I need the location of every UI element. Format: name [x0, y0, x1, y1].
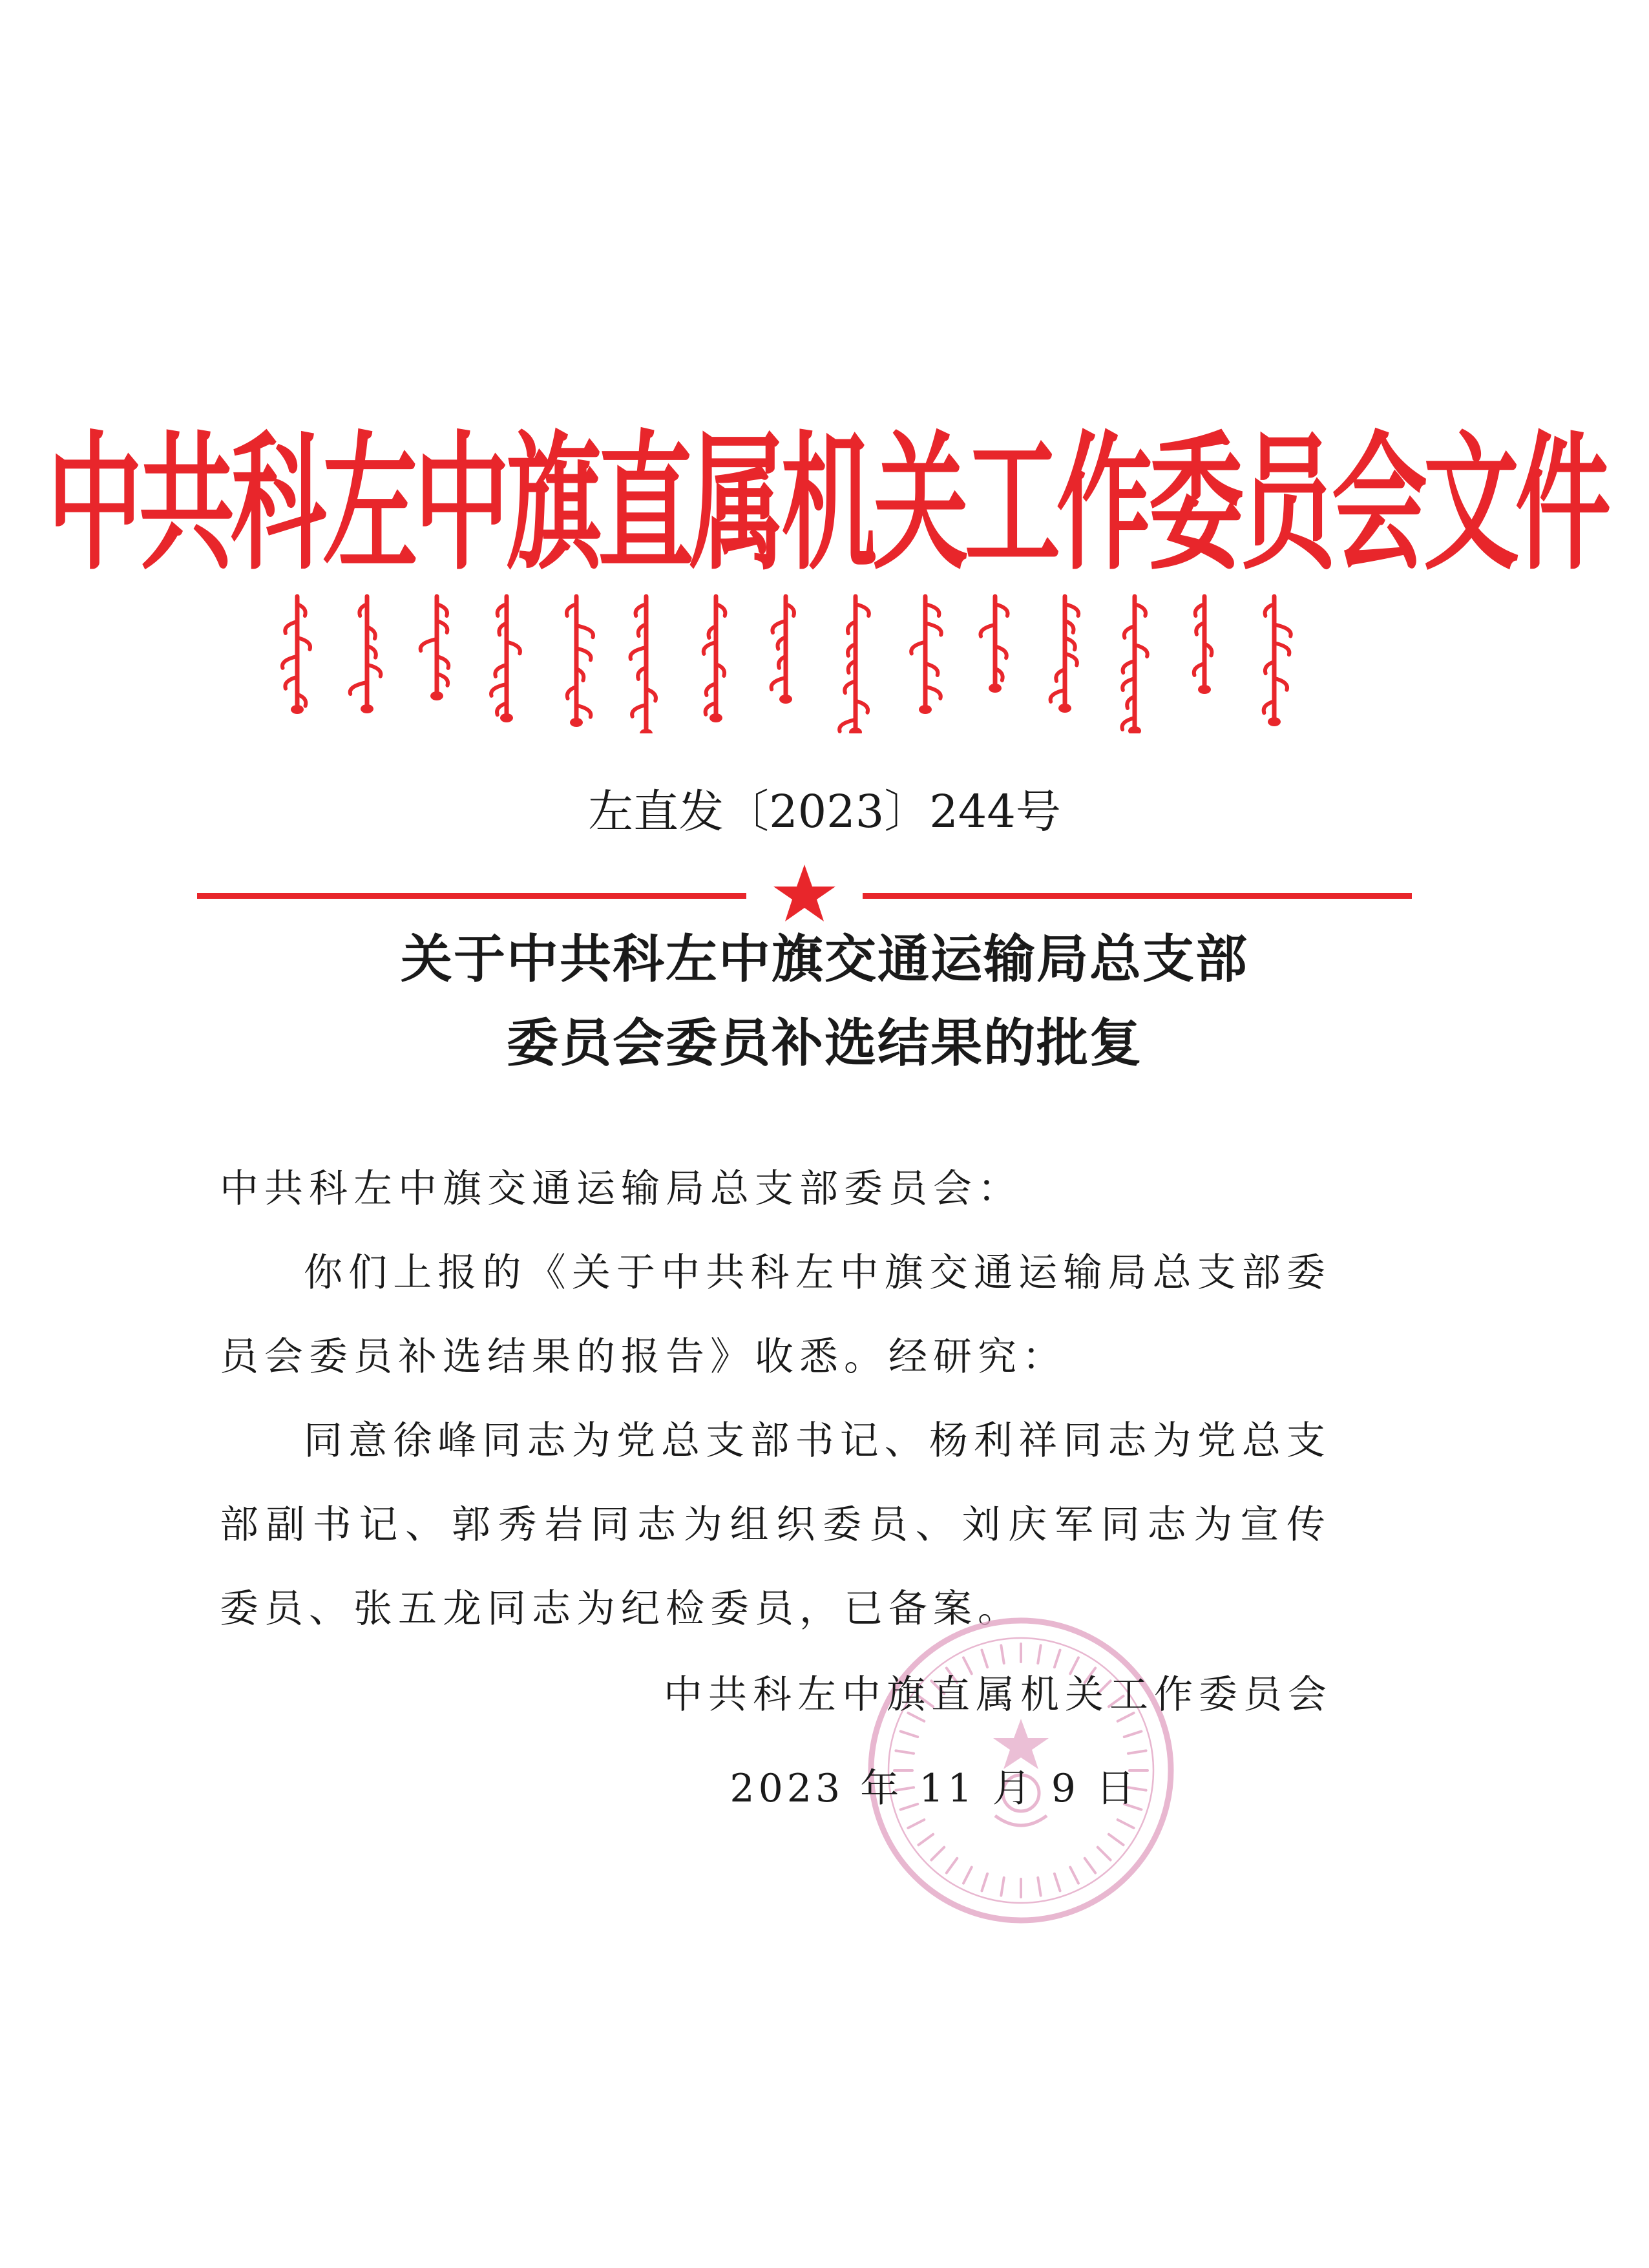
- salutation: 中共科左中旗交通运输局总支部委员会：: [220, 1166, 1022, 1212]
- issuer-name: 中共科左中旗直属机关工作委员会: [664, 1672, 1332, 1717]
- star-icon: [773, 865, 835, 921]
- body-paragraph-1: 你们上报的《关于中共科左中旗交通运输局总支部委员会委员补选结果的报告》收悉。经研究：: [220, 1250, 1331, 1380]
- mongolian-script-strip: [271, 585, 1370, 733]
- masthead-title: 中共科左中旗直属机关工作委员会文件: [47, 417, 1607, 591]
- separator-line-right: [863, 893, 1412, 899]
- title-line-1: 关于中共科左中旗交通运输局总支部: [401, 929, 1248, 989]
- document-body: [220, 1147, 1331, 1651]
- body-paragraph-2: 同意徐峰同志为党总支部书记、杨利祥同志为党总支部副书记、郭秀岩同志为组织委员、刘庆军同志为宣传委员、张五龙同志为纪检委员，已备案。: [220, 1418, 1331, 1632]
- separator-line-left: [197, 893, 746, 899]
- masthead: [47, 417, 1607, 591]
- document-number: 左直发〔2023〕244号: [588, 785, 1061, 838]
- document-title: [0, 918, 1649, 1086]
- red-separator-line: [197, 859, 1412, 924]
- title-line-2: 委员会委员补选结果的批复: [507, 1013, 1142, 1073]
- issue-date: 2023 年 11 月 9 日: [730, 1766, 1139, 1811]
